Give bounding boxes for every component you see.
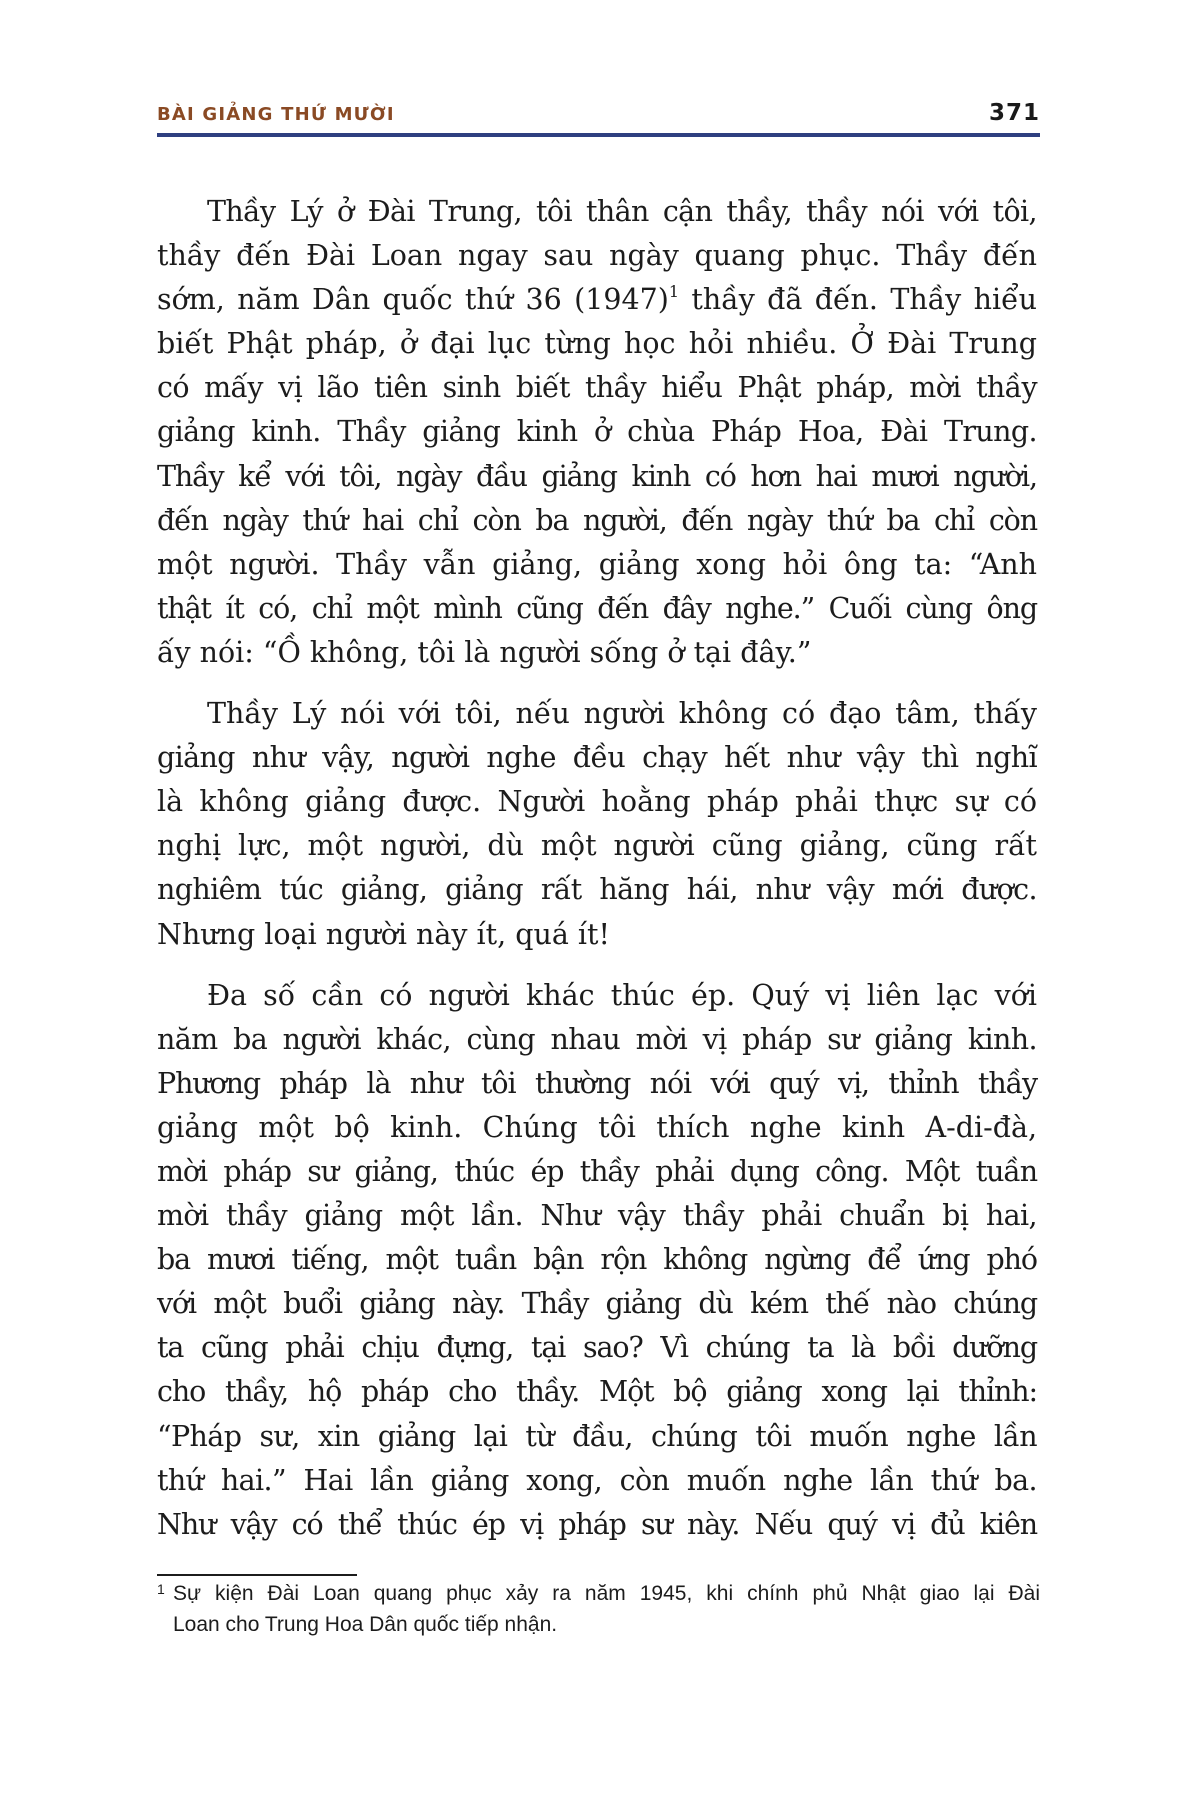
text-line: thật ít có, chỉ một mình cũng đến đây nghe.” Cuối cùng ông bbox=[157, 591, 1037, 625]
footnote-line: Loan cho Trung Hoa Dân quốc tiếp nhận. bbox=[173, 1613, 558, 1636]
footnotes bbox=[157, 1578, 1040, 1640]
footnote-1 bbox=[157, 1578, 1040, 1640]
text-line bbox=[157, 278, 1037, 322]
text-line: Nhưng loại người này ít, quá ít! bbox=[157, 917, 610, 951]
text-line: nghiêm túc giảng, giảng rất hăng hái, như vậy mới được. bbox=[157, 873, 1037, 907]
text-line: là không giảng được. Người hoằng pháp phải thực sự có bbox=[157, 785, 1037, 819]
text-line: có mấy vị lão tiên sinh biết thầy hiểu Phật pháp, mời thầy bbox=[157, 371, 1037, 405]
text-line: Phương pháp là như tôi thường nói với quý vị, thỉnh thầy bbox=[157, 1066, 1037, 1100]
text-line: thầy đến Đài Loan ngay sau ngày quang phục. Thầy đến bbox=[157, 239, 1037, 273]
text-line: đến ngày thứ hai chỉ còn ba người, đến ngày thứ ba chỉ còn bbox=[157, 503, 1037, 537]
text-line: biết Phật pháp, ở đại lục từng học hỏi nhiều. Ở Đài Trung bbox=[157, 327, 1037, 361]
text-segment: thầy đã đến. Thầy hiểu bbox=[679, 283, 1037, 317]
text-line: ấy nói: “Ồ không, tôi là người sống ở tại đây.” bbox=[157, 635, 812, 669]
text-line: nghị lực, một người, dù một người cũng giảng, cũng rất bbox=[157, 829, 1037, 863]
text-segment: sớm, năm Dân quốc thứ 36 (1947) bbox=[157, 283, 669, 317]
text-line: giảng kinh. Thầy giảng kinh ở chùa Pháp Hoa, Đài Trung. bbox=[157, 415, 1037, 449]
header-rule bbox=[157, 133, 1040, 137]
text-line: “Pháp sư, xin giảng lại từ đầu, chúng tôi muốn nghe lần bbox=[157, 1419, 1037, 1453]
text-line: cho thầy, hộ pháp cho thầy. Một bộ giảng xong lại thỉnh: bbox=[157, 1375, 1037, 1409]
text-line: thứ hai.” Hai lần giảng xong, còn muốn nghe lần thứ ba. bbox=[157, 1463, 1037, 1497]
text-line: giảng như vậy, người nghe đều chạy hết như vậy thì nghĩ bbox=[157, 741, 1037, 775]
running-head bbox=[157, 100, 1040, 136]
text-line: một người. Thầy vẫn giảng, giảng xong hỏi ông ta: “Anh bbox=[157, 547, 1037, 581]
text-line: ta cũng phải chịu đựng, tại sao? Vì chúng ta là bồi dưỡng bbox=[157, 1331, 1037, 1365]
text-line: giảng một bộ kinh. Chúng tôi thích nghe kinh A-di-đà, bbox=[157, 1110, 1037, 1144]
page-number: 371 bbox=[988, 100, 1040, 126]
text-line: mời thầy giảng một lần. Như vậy thầy phải chuẩn bị hai, bbox=[157, 1199, 1037, 1233]
body-text bbox=[157, 190, 1037, 1564]
text-line: với một buổi giảng này. Thầy giảng dù kém thế nào chúng bbox=[157, 1287, 1037, 1321]
chapter-title: BÀI GIẢNG THỨ MƯỜI bbox=[157, 104, 395, 125]
text-line: Đa số cần có người khác thúc ép. Quý vị liên lạc với bbox=[207, 978, 1037, 1012]
text-line: Thầy kể với tôi, ngày đầu giảng kinh có hơn hai mươi người, bbox=[157, 459, 1037, 493]
footnote-separator bbox=[157, 1574, 357, 1576]
footnote-reference[interactable]: 1 bbox=[668, 282, 680, 302]
text-line: Thầy Lý ở Đài Trung, tôi thân cận thầy, thầy nói với tôi, bbox=[207, 195, 1037, 228]
text-line: Như vậy có thể thúc ép vị pháp sư này. Nếu quý vị đủ kiên bbox=[157, 1507, 1037, 1541]
paragraph-3 bbox=[157, 974, 1037, 1547]
text-line: Thầy Lý nói với tôi, nếu người không có đạo tâm, thấy bbox=[207, 697, 1037, 731]
paragraph-2 bbox=[157, 692, 1037, 957]
text-line: mời pháp sư giảng, thúc ép thầy phải dụng công. Một tuần bbox=[157, 1154, 1037, 1188]
text-line: ba mươi tiếng, một tuần bận rộn không ngừng để ứng phó bbox=[157, 1243, 1037, 1277]
footnote-mark: 1 bbox=[157, 1581, 165, 1597]
text-line: năm ba người khác, cùng nhau mời vị pháp sư giảng kinh. bbox=[157, 1022, 1037, 1056]
footnote-line: Sự kiện Đài Loan quang phục xảy ra năm 1945, khi chính phủ Nhật giao lại Đài bbox=[173, 1582, 1040, 1605]
paragraph-1 bbox=[157, 190, 1037, 675]
